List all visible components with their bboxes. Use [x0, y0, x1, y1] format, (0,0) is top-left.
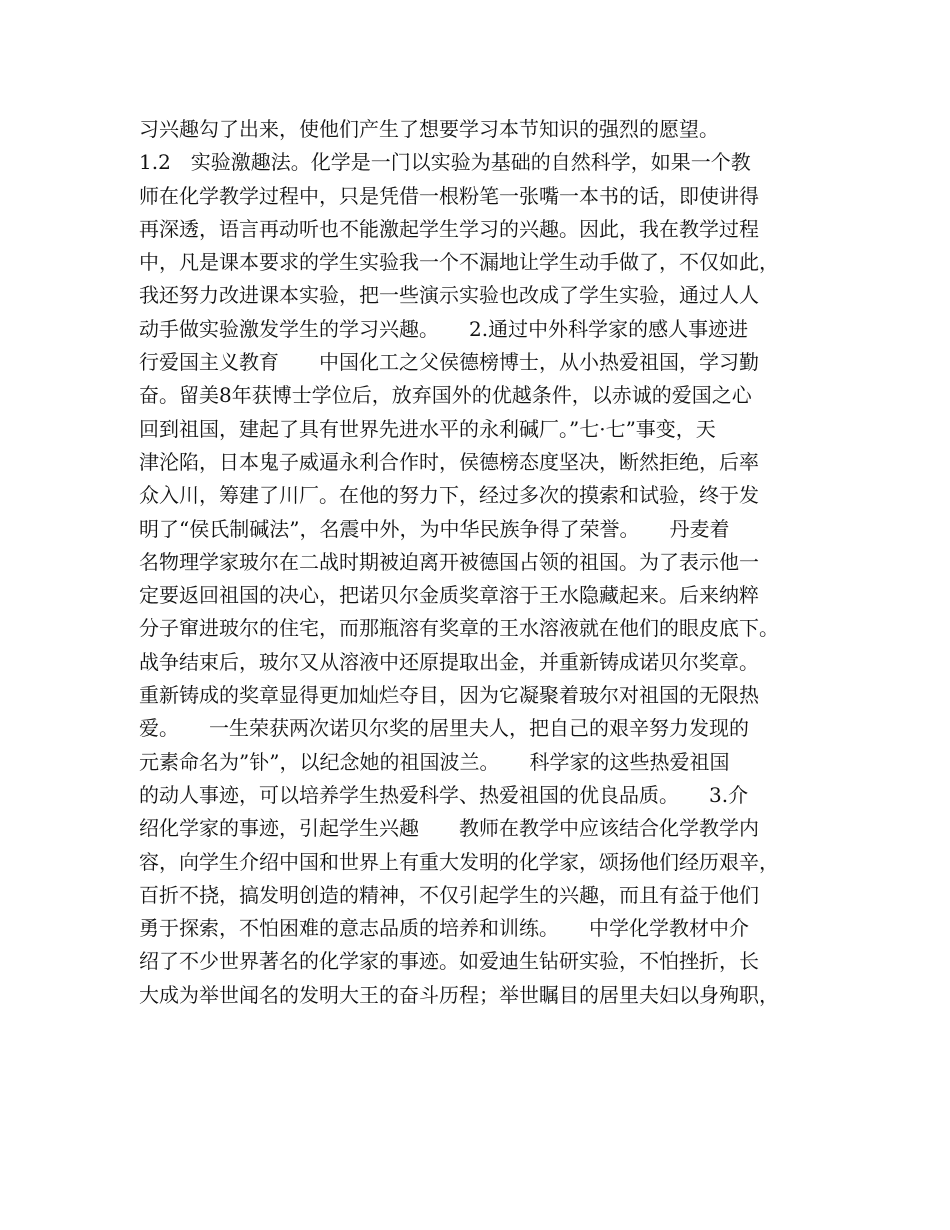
body-text	[139, 113, 829, 1012]
text-line: 的动人事迹，可以培养学生热爱科学、热爱祖国的优良品质。 3.介	[139, 782, 749, 807]
text-line: 百折不挠，搞发明创造的精神，不仅引起学生的兴趣，而且有益于他们	[139, 882, 759, 907]
text-line: 名物理学家玻尔在二战时期被迫离开被德国占领的祖国。为了表示他一	[139, 549, 759, 574]
text-line: 我还努力改进课本实验，把一些演示实验也改成了学生实验，通过人人	[139, 283, 759, 308]
text-line: 再深透，语言再动听也不能激起学生学习的兴趣。因此，我在教学过程	[139, 216, 759, 241]
text-line: 绍化学家的事迹，引起学生兴趣 教师在教学中应该结合化学教学内	[139, 816, 759, 841]
text-line: 明了“侯氏制碱法”，名震中外，为中华民族争得了荣誉。 丹麦着	[139, 516, 730, 541]
text-line: 绍了不少世界著名的化学家的事迹。如爱迪生钻研实验，不怕挫折，长	[139, 949, 759, 974]
text-line: 爱。 一生荣获两次诺贝尔奖的居里夫人，把自己的艰辛努力发现的	[139, 716, 749, 741]
text-line: 定要返回祖国的决心，把诺贝尔金质奖章溶于王水隐藏起来。后来纳粹	[139, 583, 759, 608]
text-line: 众入川，筹建了川厂。在他的努力下，经过多次的摸索和试验，终于发	[139, 483, 759, 508]
text-line: 中，凡是课本要求的学生实验我一个不漏地让学生动手做了，不仅如此，	[139, 250, 779, 275]
text-line: 行爱国主义教育 中国化工之父侯德榜博士，从小热爱祖国，学习勤	[139, 350, 759, 375]
text-line: 容，向学生介绍中国和世界上有重大发明的化学家，颂扬他们经历艰辛，	[139, 849, 779, 874]
text-line: 大成为举世闻名的发明大王的奋斗历程；举世瞩目的居里夫妇以身殉职，	[139, 982, 779, 1007]
text-line: 习兴趣勾了出来，使他们产生了想要学习本节知识的强烈的愿望。	[139, 117, 719, 141]
text-line: 奋。留美8年获博士学位后，放弃国外的优越条件，以赤诚的爱国之心	[139, 383, 752, 408]
text-line: 动手做实验激发学生的学习兴趣。 2.通过中外科学家的感人事迹进	[139, 316, 749, 341]
text-line: 重新铸成的奖章显得更加灿烂夺目，因为它凝聚着玻尔对祖国的无限热	[139, 683, 759, 708]
text-line: 1.2 实验激趣法。化学是一门以实验为基础的自然科学，如果一个教	[139, 150, 751, 175]
text-line: 分子窜进玻尔的住宅，而那瓶溶有奖章的王水溶液就在他们的眼皮底下。	[139, 616, 779, 641]
text-line: 津沦陷，日本鬼子威逼永利合作时，侯德榜态度坚决，断然拒绝，后率	[139, 449, 759, 474]
text-line: 战争结束后，玻尔又从溶液中还原提取出金，并重新铸成诺贝尔奖章。	[139, 649, 759, 674]
text-line: 元素命名为”钋”，以纪念她的祖国波兰。 科学家的这些热爱祖国	[139, 749, 730, 774]
text-line: 师在化学教学过程中，只是凭借一根粉笔一张嘴一本书的话，即使讲得	[139, 183, 759, 208]
text-line: 勇于探索，不怕困难的意志品质的培养和训练。 中学化学教材中介	[139, 916, 749, 941]
text-line: 回到祖国，建起了具有世界先进水平的永利碱厂。”七·七”事变，天	[139, 416, 716, 441]
